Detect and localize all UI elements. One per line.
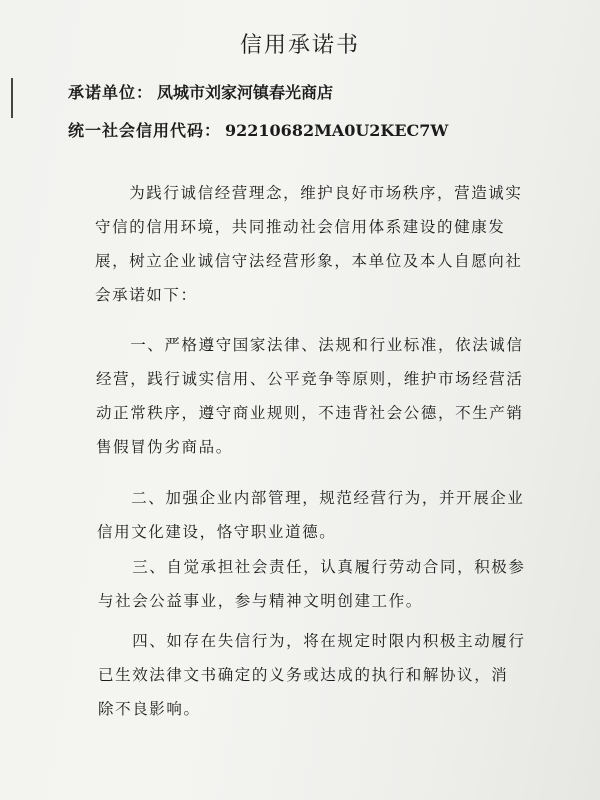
paragraph-item-1: [96, 328, 524, 464]
credit-code-label: 统一社会信用代码：: [68, 121, 222, 140]
paragraph-item-3: [98, 550, 526, 618]
paragraph-line: 动正常秩序，遵守商业规则，不违背社会公德，不生产销: [96, 404, 524, 422]
paragraph-line: 与社会公益事业，参与精神文明创建工作。: [98, 592, 423, 610]
paragraph-item-4: [98, 624, 526, 726]
margin-mark: [11, 78, 13, 118]
paragraph-line: 经营，践行诚实信用、公平竞争等原则，维护市场经营活: [96, 370, 524, 388]
promise-unit-value: 凤城市刘家河镇春光商店: [157, 83, 334, 102]
promise-unit-label: 承诺单位：: [68, 83, 154, 102]
paragraph-line: 展，树立企业诚信守法经营形象，本单位及本人自愿向社: [95, 252, 523, 270]
paragraph-line: 一、严格遵守国家法律、法规和行业标准，依法诚信: [96, 336, 524, 354]
credit-code-value: 92210682MA0U2KEC7W: [225, 121, 449, 140]
paragraph-intro: [95, 176, 523, 312]
paragraph-line: 为践行诚信经营理念，维护良好市场秩序，营造诚实: [95, 184, 523, 202]
paragraph-line: 会承诺如下：: [95, 286, 198, 304]
paragraph-line: 已生效法律文书确定的义务或达成的执行和解协议，消: [98, 666, 509, 684]
paragraph-line: 除不良影响。: [98, 700, 201, 718]
paragraph-line: 二、加强企业内部管理，规范经营行为，并开展企业: [97, 489, 525, 507]
document-title: 信用承诺书: [239, 33, 360, 58]
paragraph-line: 三、自觉承担社会责任，认真履行劳动合同，积极参: [98, 558, 526, 576]
promise-unit-line: [68, 80, 333, 103]
paragraph-line: 守信的信用环境，共同推动社会信用体系建设的健康发: [95, 218, 506, 236]
paragraph-line: 信用文化建设，恪守职业道德。: [97, 523, 337, 541]
paragraph-line: 售假冒伪劣商品。: [96, 438, 233, 456]
paragraph-line: 四、如存在失信行为，将在规定时限内积极主动履行: [98, 632, 526, 650]
credit-code-line: [68, 118, 448, 141]
paragraph-item-2: [97, 481, 525, 549]
